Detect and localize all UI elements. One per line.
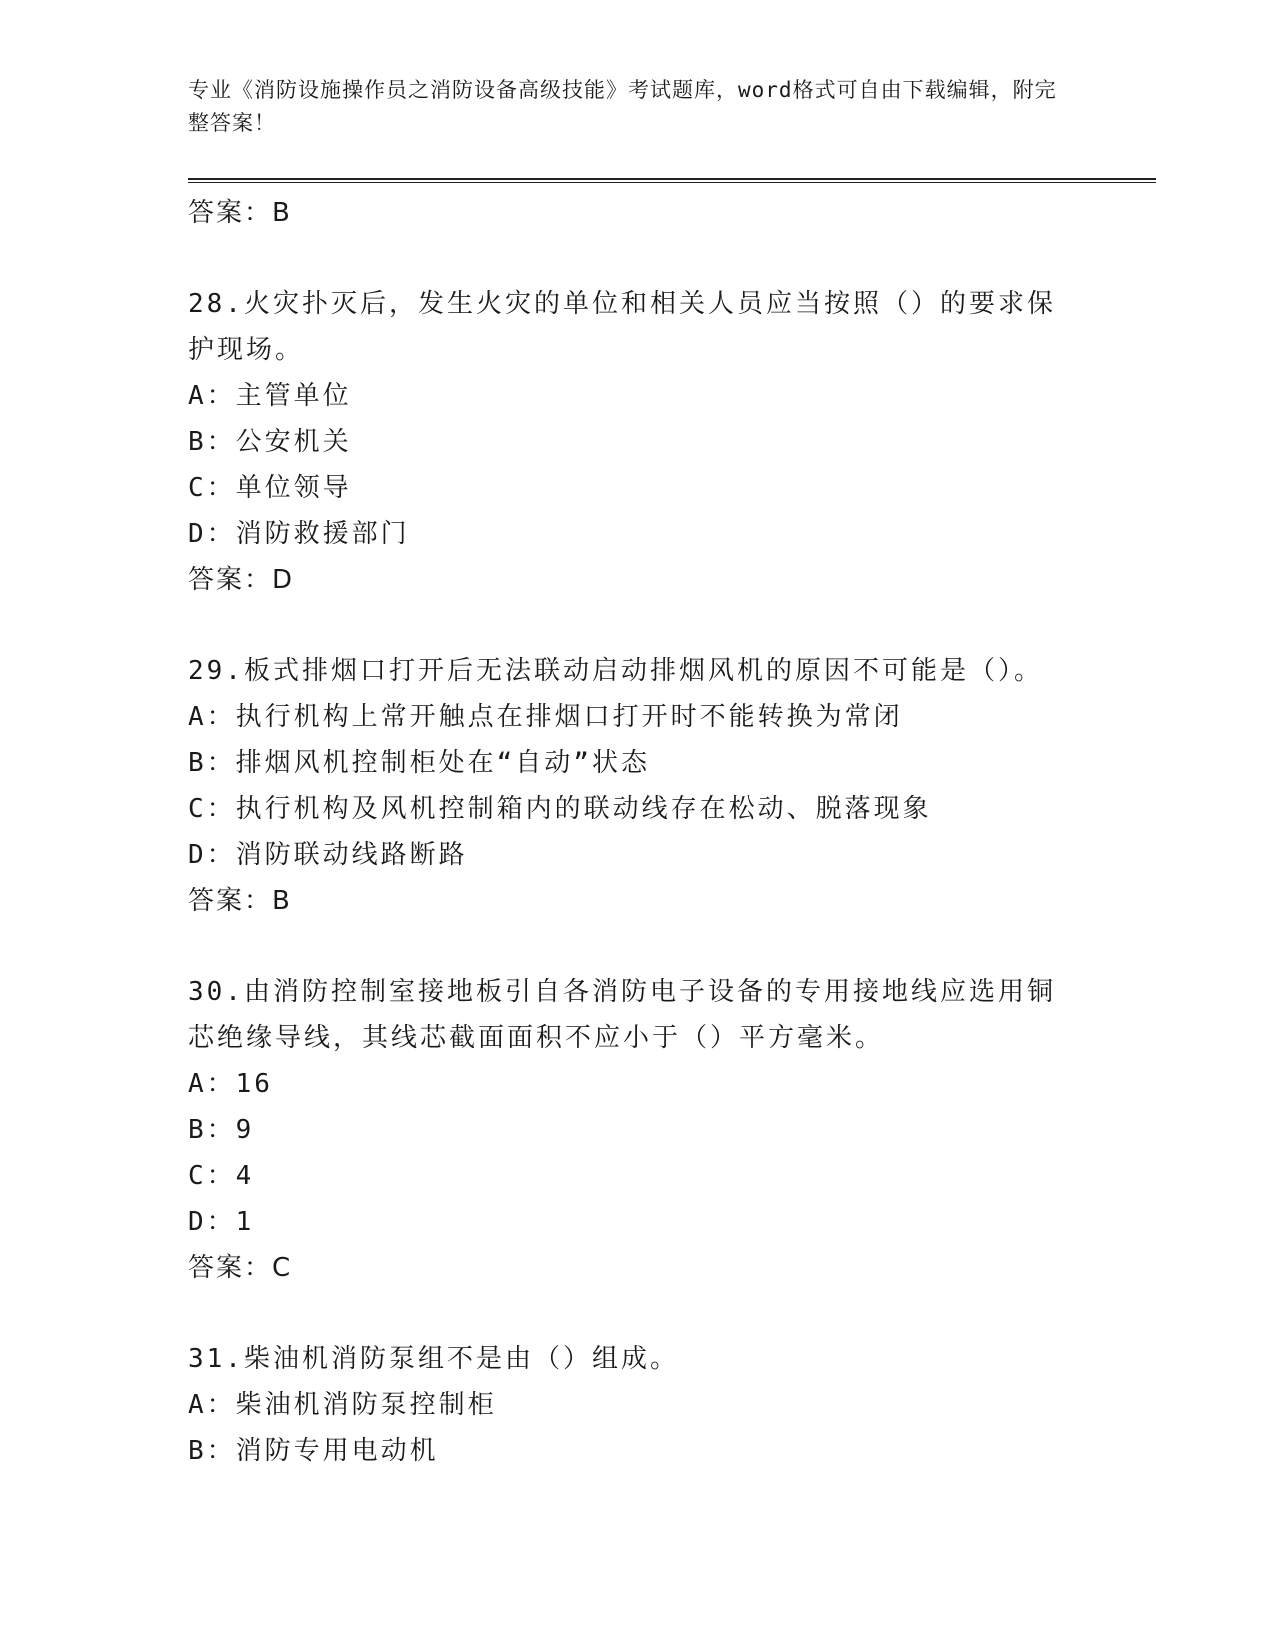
option-c: C：单位领导 bbox=[188, 473, 352, 503]
previous-answer: 答案：B bbox=[188, 198, 292, 228]
option-b: B：排烟风机控制柜处在“自动”状态 bbox=[188, 748, 650, 778]
question-answer: 答案：C bbox=[188, 1253, 293, 1283]
option-b: B：公安机关 bbox=[188, 427, 352, 457]
option-b: B：9 bbox=[188, 1115, 255, 1145]
question-30 bbox=[188, 969, 1088, 1291]
question-31 bbox=[188, 1336, 1088, 1474]
option-c: C：执行机构及风机控制箱内的联动线存在松动、脱落现象 bbox=[188, 794, 932, 824]
question-stem: 29.板式排烟口打开后无法联动启动排烟风机的原因不可能是（）。 bbox=[188, 656, 1043, 686]
document-header: 专业《消防设施操作员之消防设备高级技能》考试题库，word格式可自由下载编辑，附完整答案！ bbox=[188, 78, 1057, 135]
option-d: D：1 bbox=[188, 1207, 255, 1237]
question-29 bbox=[188, 648, 1088, 924]
option-a: A：主管单位 bbox=[188, 381, 352, 411]
question-answer: 答案：D bbox=[188, 565, 295, 595]
option-c: C：4 bbox=[188, 1161, 255, 1191]
header-divider bbox=[188, 178, 1156, 183]
option-d: D：消防联动线路断路 bbox=[188, 840, 468, 870]
question-stem: 28.火灾扑灭后，发生火灾的单位和相关人员应当按照（）的要求保护现场。 bbox=[188, 289, 1056, 365]
question-answer: 答案：B bbox=[188, 886, 292, 916]
question-stem: 31.柴油机消防泵组不是由（）组成。 bbox=[188, 1344, 679, 1374]
question-list bbox=[188, 190, 1088, 1474]
option-a: A：16 bbox=[188, 1069, 273, 1099]
option-b: B：消防专用电动机 bbox=[188, 1436, 439, 1466]
option-a: A：柴油机消防泵控制柜 bbox=[188, 1390, 497, 1420]
question-stem: 30.由消防控制室接地板引自各消防电子设备的专用接地线应选用铜芯绝缘导线，其线芯截面面积不应小于（）平方毫米。 bbox=[188, 977, 1056, 1053]
option-a: A：执行机构上常开触点在排烟口打开时不能转换为常闭 bbox=[188, 702, 903, 732]
option-d: D：消防救援部门 bbox=[188, 519, 410, 549]
question-28 bbox=[188, 281, 1088, 603]
